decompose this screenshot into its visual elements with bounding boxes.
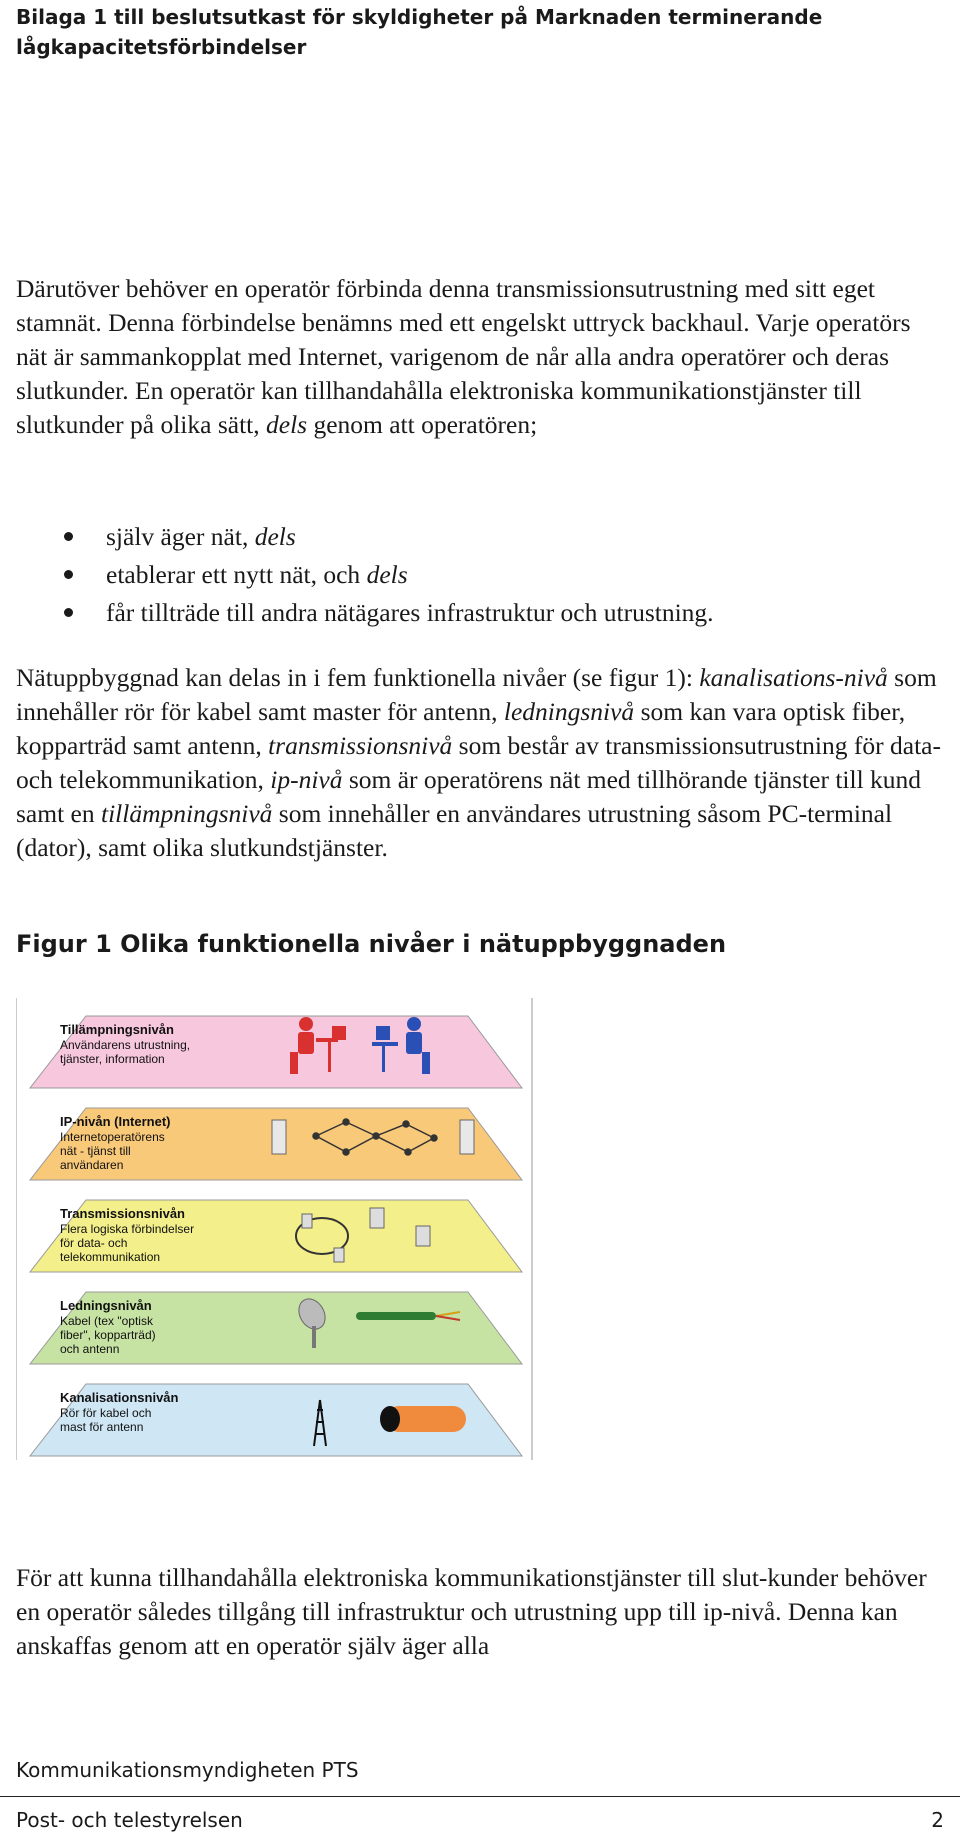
duct-pipe-icon bbox=[380, 1406, 466, 1432]
emphasis-term: transmissionsnivå bbox=[268, 731, 453, 760]
paragraph-text: som kan vara optisk fiber, kopparträd samt antenn, bbox=[16, 697, 906, 760]
paragraph-text: som är operatörens nät med tillhörande tjänster till kund samt en bbox=[16, 765, 922, 828]
list-item-text: själv äger nät, bbox=[106, 522, 249, 551]
figure-caption: Figur 1 Olika funktionella nivåer i nätuppbyggnaden bbox=[16, 930, 727, 958]
list-item-text: får tillträde till andra nätägares infrastruktur och utrustning. bbox=[106, 598, 714, 627]
paragraph-text: som innehåller en användares utrustning såsom PC-terminal (dator), samt olika slutkundstjänster. bbox=[16, 799, 893, 862]
layer-desc-ip-3: användaren bbox=[60, 1158, 124, 1172]
layer-title-ducting: Kanalisationsnivån bbox=[60, 1390, 179, 1405]
paragraph-text: Nätuppbyggnad kan delas in i fem funktionella nivåer (se figur 1): bbox=[16, 663, 693, 692]
paragraph-access: För att kunna tillhandahålla elektroniska kommunikationstjänster till slut-kunder behöver en operatör således tillgång till infrastruktur och utrustning upp till ip-nivå. Denna kan anskaffas genom att en operatör själv äger alla bbox=[16, 1563, 927, 1660]
layer-desc-ducting-1: Rör för kabel och bbox=[60, 1406, 152, 1420]
emphasis-term: kanalisations-nivå bbox=[699, 663, 888, 692]
layer-desc-cabling-1: Kabel (tex "optisk bbox=[60, 1314, 153, 1328]
layer-desc-transmission-2: för data- och bbox=[60, 1236, 128, 1250]
list-item-text: etablerar ett nytt nät, och bbox=[106, 560, 361, 589]
paragraph-tail: genom att operatören; bbox=[313, 410, 538, 439]
layer-title-cabling: Ledningsnivån bbox=[60, 1298, 152, 1313]
layer-desc-transmission-3: telekommunikation bbox=[60, 1250, 161, 1264]
emphasis-dels: dels bbox=[266, 410, 308, 439]
list-item bbox=[60, 594, 714, 632]
emphasis-term: ledningsnivå bbox=[503, 697, 635, 726]
paragraph-text: som innehåller rör för kabel samt master för antenn, bbox=[16, 663, 937, 726]
layer-desc-ip-2: nät - tjänst till bbox=[60, 1144, 131, 1158]
document-header bbox=[16, 2, 936, 62]
header-line-1: Bilaga 1 till beslutsutkast för skyldigheter på Marknaden terminerande bbox=[16, 5, 823, 29]
emphasis-term: ip-nivå bbox=[270, 765, 343, 794]
layer-desc-ducting-2: mast för antenn bbox=[60, 1420, 144, 1434]
page-number: 2 bbox=[931, 1808, 944, 1832]
layer-title-ip: IP-nivån (Internet) bbox=[60, 1114, 171, 1129]
list-item bbox=[60, 556, 714, 594]
layer-desc-transmission-1: Flera logiska förbindelser bbox=[60, 1222, 195, 1236]
paragraph-backhaul bbox=[16, 272, 946, 442]
paragraph-levels bbox=[16, 661, 946, 865]
layer-desc-application-2: tjänster, information bbox=[60, 1052, 165, 1066]
layer-title-application: Tillämpningsnivån bbox=[60, 1022, 174, 1037]
paragraph-text: Därutöver behöver en operatör förbinda denna transmissionsutrustning med sitt eget stamnät. Denna förbindelse benämns med ett engelskt uttryck backhaul. Varje operatörs nät är sammankopplat med Internet, varigenom de når alla andra operatörer och deras slutkunder. En operatör kan tillhandahålla elektroniska kommunikationstjänster till slutkunder på olika sätt, bbox=[16, 274, 911, 439]
layer-desc-application-1: Användarens utrustning, bbox=[60, 1038, 191, 1052]
list-item bbox=[60, 518, 714, 556]
layer-desc-cabling-3: och antenn bbox=[60, 1342, 120, 1356]
layer-title-transmission: Transmissionsnivån bbox=[60, 1206, 185, 1221]
emphasis-term: tillämpningsnivå bbox=[100, 799, 273, 828]
footer-divider bbox=[0, 1796, 960, 1797]
network-levels-figure bbox=[16, 996, 536, 1462]
emphasis-dels: dels bbox=[254, 522, 296, 551]
footer-organization: Kommunikationsmyndigheten PTS bbox=[16, 1758, 359, 1782]
bullet-list bbox=[60, 518, 714, 632]
header-line-2: lågkapacitetsförbindelser bbox=[16, 35, 307, 59]
paragraph-text: som består av transmissionsutrustning för data- och telekommunikation, bbox=[16, 731, 941, 794]
footer-agency: Post- och telestyrelsen bbox=[16, 1808, 243, 1832]
layer-desc-ip-1: Internetoperatörens bbox=[60, 1130, 165, 1144]
layer-desc-cabling-2: fiber", kopparträd) bbox=[60, 1328, 156, 1342]
emphasis-dels: dels bbox=[366, 560, 408, 589]
